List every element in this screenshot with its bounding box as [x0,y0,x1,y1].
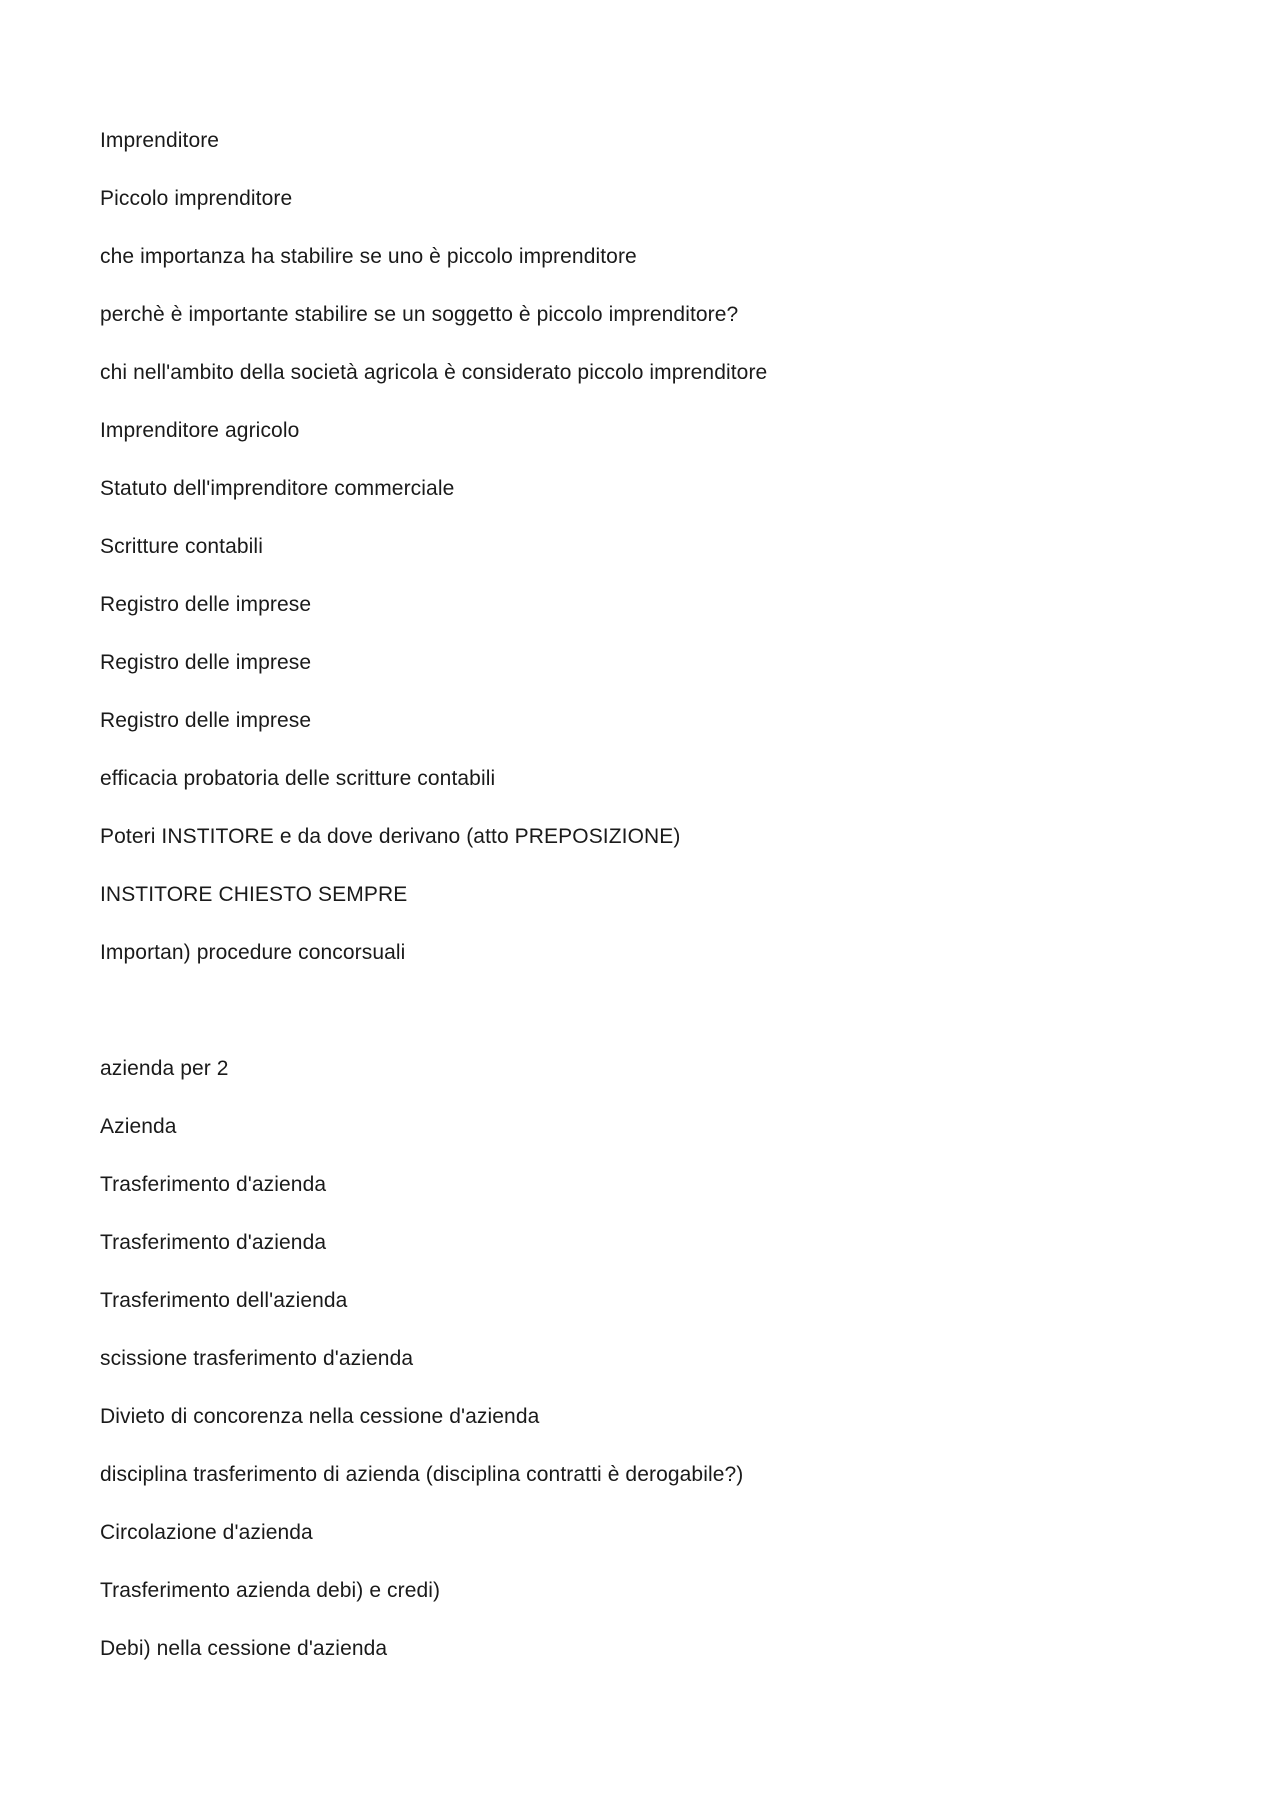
text-line: Scritture contabili [100,535,263,558]
text-line: chi nell'ambito della società agricola è considerato piccolo imprenditore [100,361,768,384]
text-line: Registro delle imprese [100,651,312,674]
text-line: Statuto dell'imprenditore commerciale [100,477,455,500]
text-line: Trasferimento d'azienda [100,1173,327,1196]
text-line: Divieto di concorenza nella cessione d'azienda [100,1405,540,1428]
text-line: Imprenditore agricolo [100,419,300,442]
text-line: Piccolo imprenditore [100,187,293,210]
text-line: scissione trasferimento d'azienda [100,1347,414,1370]
text-line: Trasferimento dell'azienda [100,1289,348,1312]
text-line: efficacia probatoria delle scritture contabili [100,767,496,790]
text-line: perchè è importante stabilire se un soggetto è piccolo imprenditore? [100,303,739,326]
text-line: Importan) procedure concorsuali [100,941,406,964]
text-line: Circolazione d'azienda [100,1521,313,1544]
text-line: Registro delle imprese [100,593,312,616]
text-line: Poteri INSTITORE e da dove derivano (atto PREPOSIZIONE) [100,825,681,848]
text-line: che importanza ha stabilire se uno è piccolo imprenditore [100,245,637,268]
text-line: Trasferimento azienda debi) e credi) [100,1579,441,1602]
text-line: disciplina trasferimento di azienda (disciplina contratti è derogabile?) [100,1463,744,1486]
text-line: Trasferimento d'azienda [100,1231,327,1254]
text-line: azienda per 2 [100,1057,229,1080]
text-line: Azienda [100,1115,177,1138]
text-line: Imprenditore [100,129,220,152]
text-line: Debi) nella cessione d'azienda [100,1637,388,1660]
text-line: INSTITORE CHIESTO SEMPRE [100,883,408,906]
text-line: Registro delle imprese [100,709,312,732]
